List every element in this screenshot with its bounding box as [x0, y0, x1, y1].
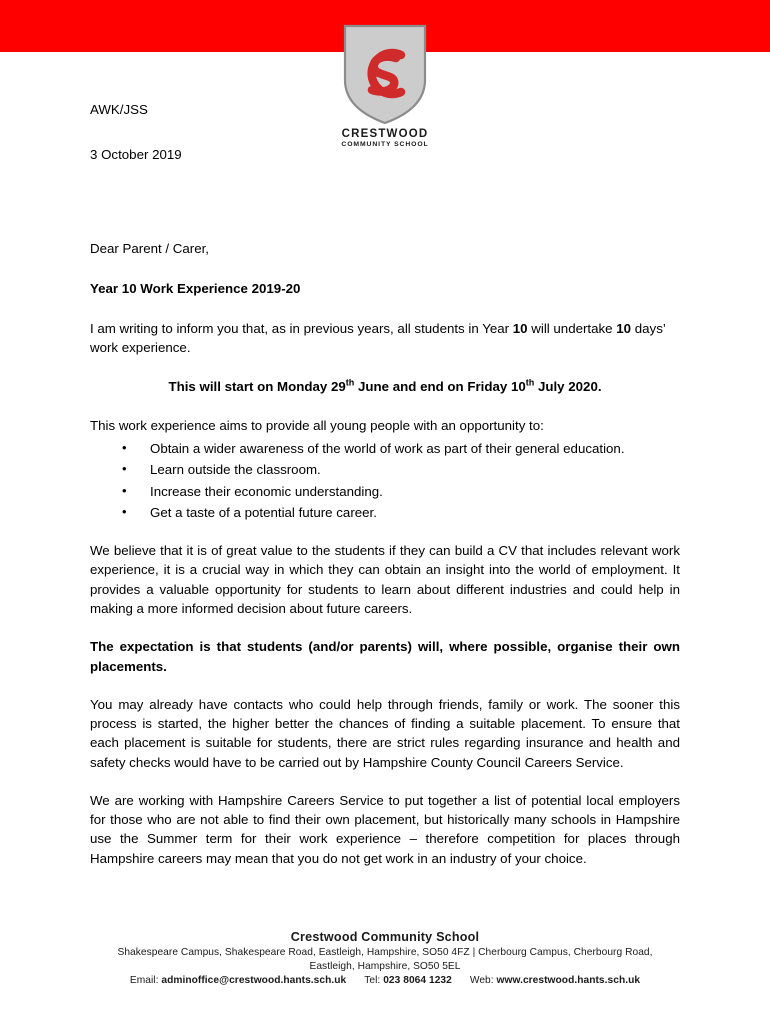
tel-label: Tel:	[364, 975, 381, 986]
bullet-icon: •	[122, 482, 127, 498]
intro-part1: I am writing to inform you that, as in previous years, all students in Year	[90, 321, 513, 337]
aims-lead-in: This work experience aims to provide all young people with an opportunity to:	[90, 417, 544, 433]
footer-address-line1: Shakespeare Campus, Shakespeare Road, Eastleigh, Hampshire, SO50 4FZ | Cherbourg Campus, Cherbourg Road,	[117, 947, 653, 959]
email-value[interactable]: adminoffice@crestwood.hants.sch.uk	[161, 975, 347, 986]
intro-part3: days’ work experience.	[90, 321, 666, 356]
ordinal-suffix-end: th	[525, 377, 535, 388]
logo-wordmark	[339, 128, 431, 148]
careers-service-paragraph: We are working with Hampshire Careers Service to put together a list of potential local employers for those who are not able to find their own placement, but historically many schools in Hampshire use the Summer term for their work experience – therefore competition for places through Hampshire careers may mean that you do not get work in an industry of your choice.	[90, 792, 680, 866]
web-value[interactable]: www.crestwood.hants.sch.uk	[496, 975, 641, 986]
bullet-icon: •	[122, 440, 127, 456]
logo-subname: COMMUNITY SCHOOL	[341, 141, 429, 149]
list-item	[122, 503, 680, 522]
expectation-paragraph: The expectation is that students (and/or parents) will, where possible, organise their own placements.	[90, 639, 680, 674]
aim-text: Obtain a wider awareness of the world of work as part of their general education.	[150, 441, 625, 457]
web-label: Web:	[469, 975, 494, 986]
aims-list	[90, 439, 680, 522]
page-footer	[0, 930, 770, 986]
list-item	[122, 482, 680, 501]
ordinal-suffix-start: th	[345, 377, 355, 388]
aim-text: Increase their economic understanding.	[150, 483, 383, 499]
salutation: Dear Parent / Carer,	[90, 240, 209, 256]
aim-text: Get a taste of a potential future career.	[150, 504, 377, 520]
key-dates-part1: This will start on Monday 29	[168, 378, 346, 394]
school-logo	[339, 22, 431, 148]
list-item	[122, 439, 680, 458]
letter-date: 3 October 2019	[90, 147, 182, 163]
subject-heading: Year 10 Work Experience 2019-20	[90, 280, 301, 296]
footer-address-line2: Eastleigh, Hampshire, SO50 5EL	[309, 960, 461, 972]
intro-paragraph	[90, 319, 680, 358]
letter-body	[90, 100, 680, 887]
bullet-icon: •	[122, 503, 127, 519]
reference-code: AWK/JSS	[90, 102, 148, 117]
value-paragraph: We believe that it is of great value to the students if they can build a CV that includes relevant work experience, it is a crucial way in which they can obtain an insight into the world of employment. It provides a valuable opportunity for students to learn about different industries and could help in making a more informed decision about future careers.	[90, 543, 680, 616]
footer-address	[85, 946, 685, 973]
contacts-paragraph: You may already have contacts who could help through friends, family or work. The sooner this process is started, the higher better the chances of finding a suitable placement. To ensure that each placement is suitable for students, there are strict rules regarding insurance and health and safety checks would have to be carried out by Hampshire County Council Careers Service.	[90, 696, 680, 770]
bullet-icon: •	[122, 461, 127, 477]
intro-part2: will undertake	[527, 321, 617, 337]
intro-bold-days: 10	[616, 321, 632, 337]
footer-contact-line	[0, 975, 770, 986]
intro-bold-year: 10	[512, 321, 528, 337]
aim-text: Learn outside the classroom.	[150, 462, 321, 478]
key-dates-part3: July 2020.	[534, 378, 602, 394]
shield-icon	[339, 22, 431, 127]
tel-value[interactable]: 023 8064 1232	[383, 975, 452, 986]
logo-name: CRESTWOOD	[341, 128, 429, 140]
email-label: Email:	[129, 975, 159, 986]
list-item	[122, 460, 680, 479]
key-dates-line	[90, 377, 680, 396]
key-dates-part2: June and end on Friday 10	[354, 378, 526, 394]
footer-school-name: Crestwood Community School	[290, 930, 480, 945]
